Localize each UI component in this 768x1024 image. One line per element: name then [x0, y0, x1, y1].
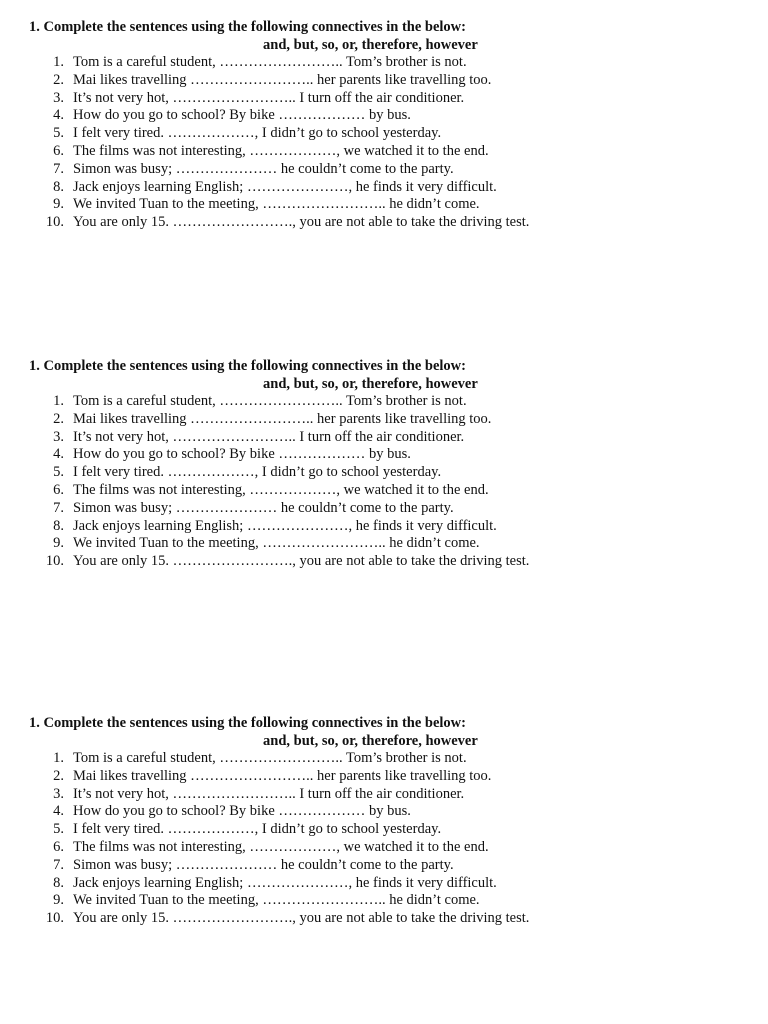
- item-sentence: Tom is a careful student, …………………….. Tom’s brother is not.: [73, 393, 467, 409]
- item-sentence: I felt very tired. ………………, I didn’t go to school yesterday.: [73, 821, 442, 838]
- item-sentence: It’s not very hot, …………………….. I turn off the air conditioner.: [73, 428, 465, 445]
- item-number: 10.: [45, 553, 64, 570]
- item-number: 6.: [53, 142, 64, 159]
- item-number: 3.: [53, 785, 64, 802]
- item-number: 1.: [53, 750, 64, 766]
- connectives-list: and, but, so, or, therefore, however: [263, 376, 478, 392]
- item-number: 10.: [45, 910, 64, 927]
- item-sentence: How do you go to school? By bike ……………… by bus.: [73, 446, 411, 463]
- item-number: 5.: [53, 821, 64, 838]
- item-sentence: You are only 15. ……………………., you are not able to take the driving test.: [73, 214, 530, 231]
- item-number: 4.: [53, 107, 64, 124]
- item-number: 4.: [53, 803, 64, 820]
- item-number: 1.: [53, 54, 64, 70]
- item-sentence: The films was not interesting, ………………, we watched it to the end.: [73, 838, 489, 855]
- item-sentence: We invited Tuan to the meeting, …………………….. he didn’t come.: [73, 892, 480, 909]
- item-sentence: The films was not interesting, ………………, we watched it to the end.: [73, 481, 489, 498]
- item-sentence: Simon was busy; ………………… he couldn’t come to the party.: [73, 856, 454, 873]
- item-number: 6.: [53, 838, 64, 855]
- item-sentence: Jack enjoys learning English; …………………, he finds it very difficult.: [73, 874, 497, 891]
- item-sentence: Simon was busy; ………………… he couldn’t come to the party.: [73, 499, 454, 516]
- item-number: 4.: [53, 446, 64, 463]
- item-sentence: Simon was busy; ………………… he couldn’t come to the party.: [73, 160, 454, 177]
- item-number: 1.: [53, 393, 64, 409]
- item-sentence: We invited Tuan to the meeting, …………………….. he didn’t come.: [73, 196, 480, 213]
- item-number: 5.: [53, 464, 64, 481]
- item-sentence: Tom is a careful student, …………………….. Tom’s brother is not.: [73, 750, 467, 766]
- item-sentence: How do you go to school? By bike ……………… by bus.: [73, 107, 411, 124]
- item-sentence: I felt very tired. ………………, I didn’t go to school yesterday.: [73, 125, 442, 142]
- item-number: 8.: [53, 517, 64, 534]
- item-number: 9.: [53, 196, 64, 213]
- item-sentence: Jack enjoys learning English; …………………, he finds it very difficult.: [73, 178, 497, 195]
- item-number: 6.: [53, 481, 64, 498]
- connectives-list: and, but, so, or, therefore, however: [263, 37, 478, 53]
- item-sentence: Jack enjoys learning English; …………………, he finds it very difficult.: [73, 517, 497, 534]
- item-sentence: I felt very tired. ………………, I didn’t go to school yesterday.: [73, 464, 442, 481]
- exercise-title: 1. Complete the sentences using the following connectives in the below:: [29, 19, 466, 35]
- item-number: 7.: [53, 160, 64, 177]
- item-number: 8.: [53, 178, 64, 195]
- item-number: 8.: [53, 874, 64, 891]
- connectives-list: and, but, so, or, therefore, however: [263, 733, 478, 749]
- exercise-title: 1. Complete the sentences using the following connectives in the below:: [29, 358, 466, 374]
- item-number: 7.: [53, 856, 64, 873]
- item-number: 10.: [45, 214, 64, 231]
- item-number: 9.: [53, 892, 64, 909]
- exercise-title: 1. Complete the sentences using the following connectives in the below:: [29, 715, 466, 731]
- item-number: 2.: [53, 71, 64, 88]
- item-number: 7.: [53, 499, 64, 516]
- item-number: 3.: [53, 89, 64, 106]
- item-sentence: How do you go to school? By bike ……………… by bus.: [73, 803, 411, 820]
- item-sentence: You are only 15. ……………………., you are not able to take the driving test.: [73, 553, 530, 570]
- item-sentence: The films was not interesting, ………………, we watched it to the end.: [73, 142, 489, 159]
- item-sentence: Tom is a careful student, …………………….. Tom’s brother is not.: [73, 54, 467, 70]
- item-sentence: We invited Tuan to the meeting, …………………….. he didn’t come.: [73, 535, 480, 552]
- item-sentence: It’s not very hot, …………………….. I turn off the air conditioner.: [73, 785, 465, 802]
- item-sentence: You are only 15. ……………………., you are not able to take the driving test.: [73, 910, 530, 927]
- item-sentence: Mai likes travelling …………………….. her parents like travelling too.: [73, 71, 492, 88]
- item-sentence: Mai likes travelling …………………….. her parents like travelling too.: [73, 767, 492, 784]
- item-number: 3.: [53, 428, 64, 445]
- item-sentence: Mai likes travelling …………………….. her parents like travelling too.: [73, 410, 492, 427]
- item-number: 9.: [53, 535, 64, 552]
- item-number: 5.: [53, 125, 64, 142]
- item-number: 2.: [53, 767, 64, 784]
- item-sentence: It’s not very hot, …………………….. I turn off the air conditioner.: [73, 89, 465, 106]
- item-number: 2.: [53, 410, 64, 427]
